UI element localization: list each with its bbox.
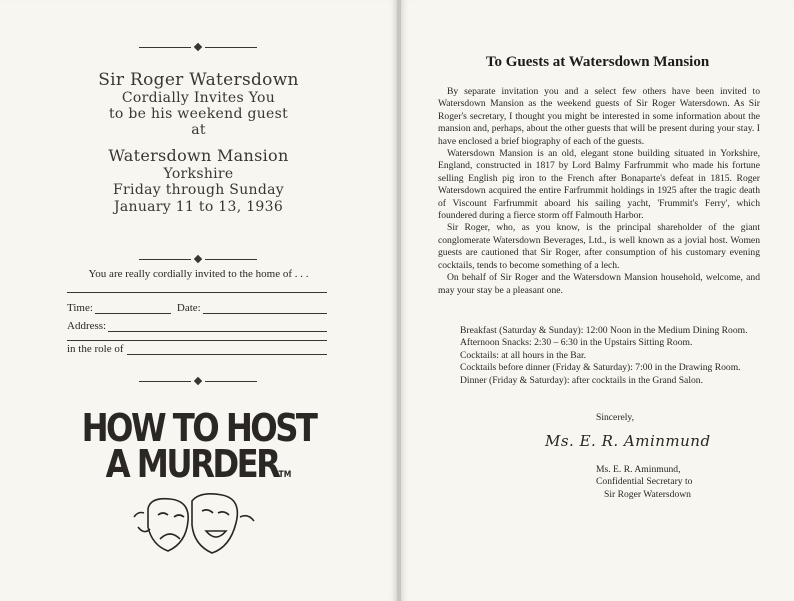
logo-line-2 — [30, 442, 367, 493]
signature-block — [596, 464, 692, 501]
theater-masks-icon — [130, 487, 260, 567]
time-label: Time: — [67, 302, 93, 314]
address-field[interactable] — [108, 320, 327, 332]
schedule-item-dinner: Dinner (Friday & Saturday): after cocktails in the Grand Salon. — [460, 374, 703, 386]
dates: January 11 to 13, 1936 — [113, 199, 284, 215]
form-rule-1[interactable] — [67, 292, 327, 293]
invite-line-3: at — [191, 122, 206, 138]
game-logo — [0, 406, 397, 493]
ornament-divider-middle — [139, 256, 257, 262]
role-row — [67, 343, 327, 355]
invitation-text — [0, 70, 397, 216]
days: Friday through Sunday — [113, 182, 284, 198]
invite-line-2: to be his weekend guest — [108, 106, 289, 122]
letter-body — [438, 86, 760, 297]
schedule-item-snacks: Afternoon Snacks: 2:30 – 6:30 in the Upstairs Sitting Room. — [460, 337, 693, 349]
form-intro: You are really cordially invited to the home of . . . — [88, 268, 309, 280]
logo-line-2-text: A MURDER — [105, 442, 279, 486]
signer-title-2: Sir Roger Watersdown — [604, 488, 691, 500]
letter-paragraph-3: Sir Roger, who, as you know, is the principal shareholder of the giant conglomerate Watersdown Beverages, Ltd., is well known as a jovial host. Women guests are cautioned that Sir Roger, after consumption of his customary evening cocktails, tends to become something of a lech. — [438, 222, 760, 271]
letter-closing: Sincerely, — [596, 412, 635, 423]
logo-line-1: HOW TO HOST — [81, 406, 316, 450]
ornament-divider-bottom — [139, 378, 257, 384]
schedule-item-cocktails: Cocktails: at all hours in the Bar. — [460, 349, 587, 361]
schedule-item-breakfast: Breakfast (Saturday & Sunday): 12:00 Noon in the Medium Dining Room. — [460, 325, 748, 336]
date-label: Date: — [176, 302, 201, 314]
role-field[interactable] — [127, 343, 327, 355]
letter-title: To Guests at Watersdown Mansion — [485, 54, 710, 70]
schedule-item-pre-dinner: Cocktails before dinner (Friday & Saturday): 7:00 in the Drawing Room. — [460, 362, 741, 374]
date-field[interactable] — [203, 302, 327, 314]
address-label: Address: — [67, 320, 107, 332]
signer-name: Ms. E. R. Aminmund, — [596, 464, 681, 475]
letter-paragraph-2: Watersdown Mansion is an old, elegant stone building situated in Yorkshire, England, constructed in 1817 by Lord Balmy Farfrummit who made his fortune selling English pig iron to the French after Bonaparte's defeat in 1815. Roger Watersdown acquired the entire Farfrummit holdings in 1925 after the tragic death of Viscount Farfrummit aboard his sailing yacht, 'Frummit's Ferry', which foundered during a fierce storm off Falmouth Harbor. — [438, 148, 760, 222]
ornament-divider-top — [139, 44, 257, 50]
time-date-row — [67, 302, 327, 314]
letter-paragraph-4: On behalf of Sir Roger and the Watersdown Mansion household, welcome, and may your stay be a pleasant one. — [438, 272, 760, 296]
time-field[interactable] — [95, 302, 171, 314]
signer-title-1: Confidential Secretary to — [596, 476, 693, 488]
address-field-line-2[interactable] — [67, 340, 327, 341]
meal-schedule — [460, 325, 760, 387]
handwritten-signature: Ms. E. R. Aminmund — [545, 432, 711, 450]
mansion-name: Watersdown Mansion — [108, 146, 289, 165]
trademark-mark: TM — [278, 470, 292, 480]
role-label: in the role of — [67, 343, 124, 355]
host-name: Sir Roger Watersdown — [98, 70, 299, 90]
invite-line-1: Cordially Invites You — [121, 90, 276, 106]
county: Yorkshire — [163, 166, 234, 182]
letter-paragraph-1: By separate invitation you and a select few others have been invited to Watersdown Mansion as the weekend guests of Sir Roger Watersdown. As Sir Roger's secretary, I thought you might be interested in some information about the mansion and, perhaps, about the other guests that will be present during your stay. I have enclosed a brief biography of each of the guests. — [438, 86, 760, 147]
address-row — [67, 320, 327, 332]
